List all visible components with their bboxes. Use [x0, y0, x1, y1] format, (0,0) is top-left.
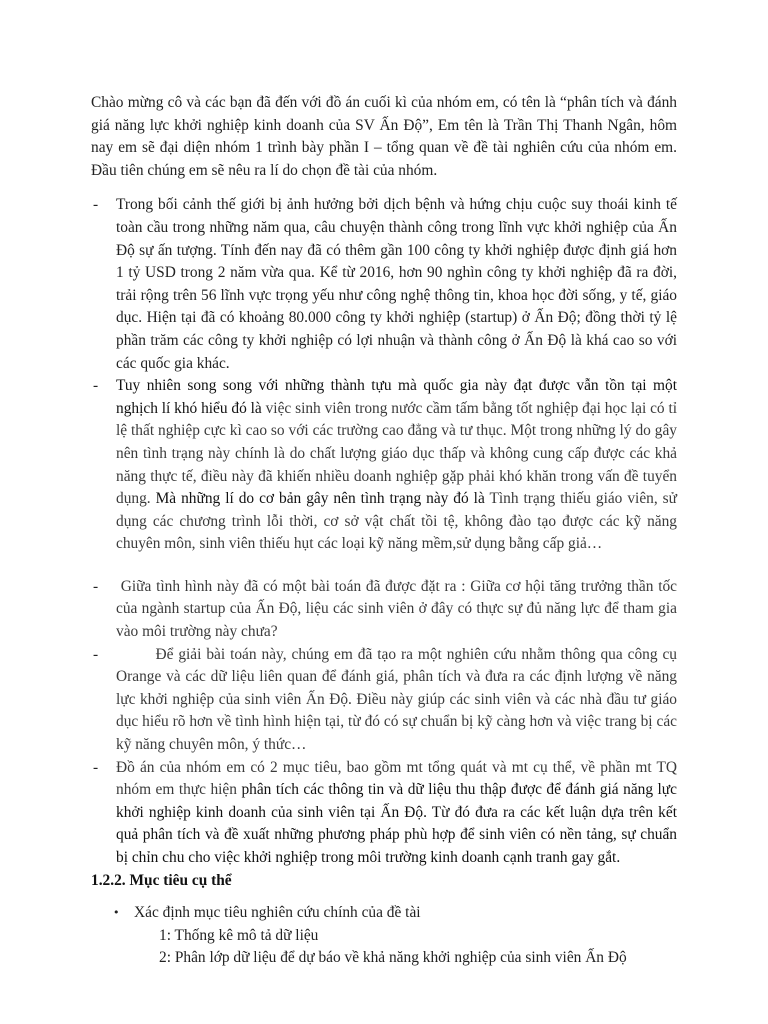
dash-marker: -: [93, 645, 99, 663]
item-text-part: Tuy nhiên song song với những thành tựu mà quốc gia này đạt được vẫn tồn tại một nghịch lí khó hiểu đó là: [116, 377, 677, 417]
dash-marker: -: [93, 377, 99, 395]
intro-paragraph: Chào mừng cô và các bạn đã đến với đồ án cuối kì của nhóm em, có tên là “phân tích và đánh giá năng lực khởi nghiệp kinh doanh của SV Ấn Độ”, Em tên là Trần Thị Thanh Ngân, hôm nay em sẽ đại diện nhóm 1 trình bày phần I – tổng quan về đề tài nghiên cứu của nhóm em. Đầu tiên chúng em sẽ nêu ra lí do chọn đề tài của nhóm.: [91, 94, 677, 179]
item-text-part: Mà những lí do cơ bản gây nên tình trạng này đó là: [155, 490, 485, 508]
dash-marker: -: [93, 577, 99, 595]
list-item: [91, 644, 681, 757]
dash-marker: -: [93, 196, 99, 214]
section-heading: 1.2.2. Mục tiêu cụ thể: [91, 871, 232, 889]
list-item: [91, 194, 677, 375]
item-text-part: phân tích các thông tin và dữ liệu thu thập được để đánh giá năng lực khởi nghiệp kinh doanh của sinh viên tại Ấn Độ. Từ đó đưa ra các kết luận dựa trên kết quả phân tích và đề xuất những phương pháp phù hợp để sinh viên có nền tảng, sự chuẩn bị chỉn chu cho việc khởi nghiệp trong môi trường kinh doanh cạnh tranh gay gắt.: [116, 781, 677, 866]
list-item: [91, 902, 677, 925]
list-item: [91, 375, 677, 556]
bullet-marker: •: [113, 906, 120, 920]
sub-objective-2: 2: Phân lớp dữ liệu để dự báo về khả năng khởi nghiệp của sinh viên Ấn Độ: [159, 949, 627, 967]
bullet-text: Xác định mục tiêu nghiên cứu chính của đề tài: [134, 904, 421, 922]
dash-marker: -: [93, 758, 99, 776]
reason-list: [91, 194, 681, 869]
objective-list: [91, 902, 677, 925]
list-item: [91, 757, 677, 870]
sub-objective-1: 1: Thống kê mô tả dữ liệu: [159, 926, 319, 944]
list-item: [91, 576, 681, 644]
item-text: Để giải bài toán này, chúng em đã tạo ra một nghiên cứu nhằm thông qua công cụ Orange và các dữ liệu liên quan để đánh giá, phân tích và đưa ra các định lượng về năng lực khởi nghiệp của sinh viên Ấn Độ. Điều này giúp các sinh viên và các nhà đầu tư giáo dục hiểu rõ hơn về tình hình hiện tại, từ đó có sự chuẩn bị kỹ càng hơn và việc trang bị các kỹ năng chuyên môn, ý thức…: [116, 645, 681, 754]
item-text: Trong bối cảnh thế giới bị ảnh hưởng bởi dịch bệnh và hứng chịu cuộc suy thoái kinh tế toàn cầu trong những năm qua, câu chuyện thành công trong lĩnh vực khởi nghiệp của Ấn Độ sự ấn tượng. Tính đến nay đã có thêm gần 100 công ty khởi nghiệp được định giá hơn 1 tỷ USD trong 2 năm vừa qua. Kể từ 2016, hơn 90 nghìn công ty khởi nghiệp đã ra đời, trải rộng trên 56 lĩnh vực trọng yếu như công nghệ thông tin, khoa học đời sống, y tế, giáo dục. Hiện tại đã có khoảng 80.000 công ty khởi nghiệp (startup) ở Ấn Độ; đồng thời tỷ lệ phần trăm các công ty khởi nghiệp có lợi nhuận và thành công ở Ấn Độ là khá cao so với các quốc gia khác.: [116, 196, 677, 372]
item-text-part: Tình trạng thiếu giáo viên, sử dụng các chương trình lỗi thời, cơ sở vật chất tồi tệ, không đào tạo được các kỹ năng chuyên môn, sinh viên thiếu hụt các loại kỹ năng mềm,sử dụng bằng cấp giả…: [116, 490, 677, 553]
item-text-part: Đồ án của nhóm em có 2 mục tiêu, bao gồm mt tổng quát và mt cụ thể, về phần mt TQ nhóm em thực hiện: [116, 758, 677, 799]
item-text-part: việc sinh viên trong nước cầm tấm bằng tốt nghiệp đại học lại có tỉ lệ thất nghiệp cực kì cao so với các trường cao đẳng và tư thục. Một trong những lý do gây nên tình trạng này chính là do chất lượng giáo dục thấp và không cung cấp được các khả năng thực tế, điều này đã khiến nhiều doanh nghiệp gặp phải khó khăn trong vấn đề tuyển dụng.: [116, 399, 678, 508]
item-text: Giữa tình hình này đã có một bài toán đã được đặt ra : Giữa cơ hội tăng trưởng thần tốc của ngành startup của Ấn Độ, liệu các sinh viên ở đây có thực sự đủ năng lực để tham gia vào môi trường này chưa?: [116, 577, 681, 641]
document-page: [91, 92, 681, 970]
